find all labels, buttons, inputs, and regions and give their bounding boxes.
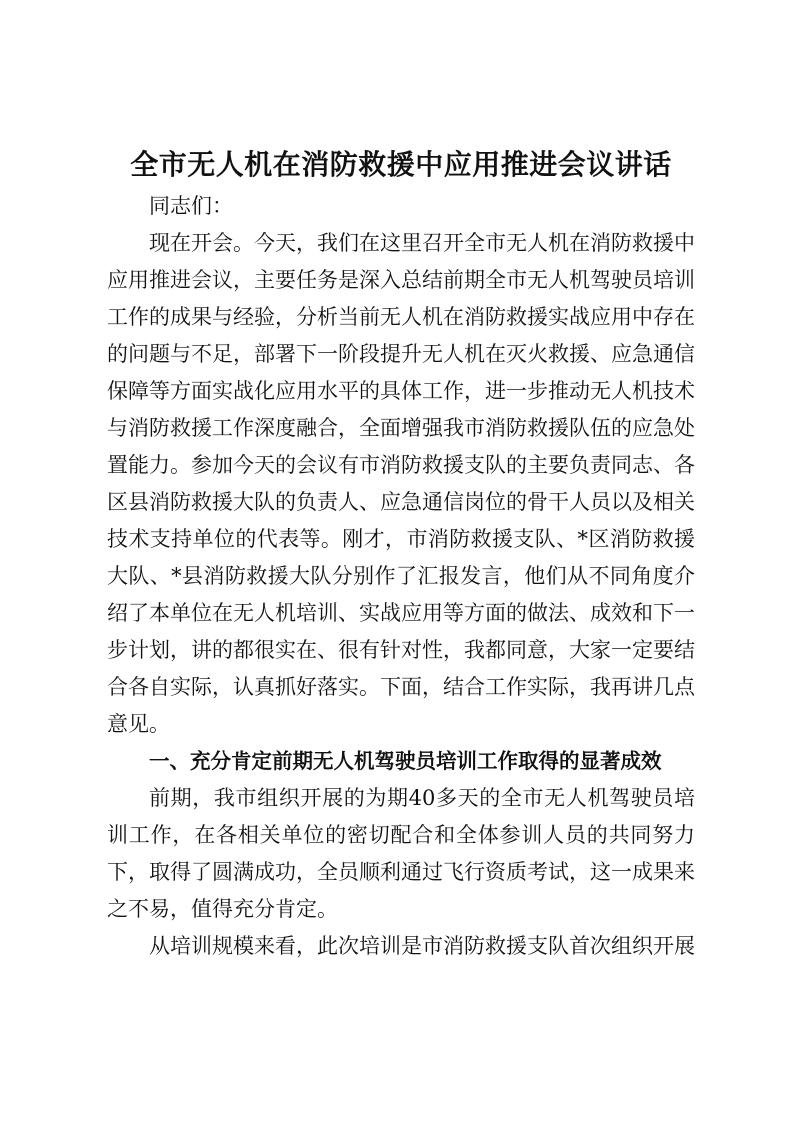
salutation: 同志们： [149,194,233,218]
document-body [107,142,695,965]
section-paragraph: 从培训规模来看，此次培训是市消防救援支队首次组织开展 [149,934,695,958]
section-heading: 一、充分肯定前期无人机驾驶员培训工作取得的显著成效 [149,749,662,773]
opening-paragraph: 现在开会。今天，我们在这里召开全市无人机在消防救援中应用推进会议，主要任务是深入总结前期全市无人机驾驶员培训工作的成果与经验，分析当前无人机在消防救援实战应用中存在的问题与不足，部署下一阶段提升无人机在灭火救援、应急通信保障等方面实战化应用水平的具体工作，进一步推动无人机技术与消防救援工作深度融合，全面增强我市消防救援队伍的应急处置能力。参加今天的会议有市消防救援支队的主要负责同志、各区县消防救援大队的负责人、应急通信岗位的骨干人员以及相关技术支持单位的代表等。刚才，市消防救援支队、*区消防救援大队、*县消防救援大队分别作了汇报发言，他们从不同角度介绍了本单位在无人机培训、实战应用等方面的做法、成效和下一步计划，讲的都很实在、很有针对性，我都同意，大家一定要结合各自实际，认真抓好落实。下面，结合工作实际，我再讲几点意见。 [107,231,695,736]
section-paragraph: 前期，我市组织开展的为期40多天的全市无人机驾驶员培训工作，在各相关单位的密切配合和全体参训人员的共同努力下，取得了圆满成功，全员顺利通过飞行资质考试，这一成果来之不易，值得充分肯定。 [107,786,695,921]
document-title: 全市无人机在消防救援中应用推进会议讲话 [130,148,672,181]
